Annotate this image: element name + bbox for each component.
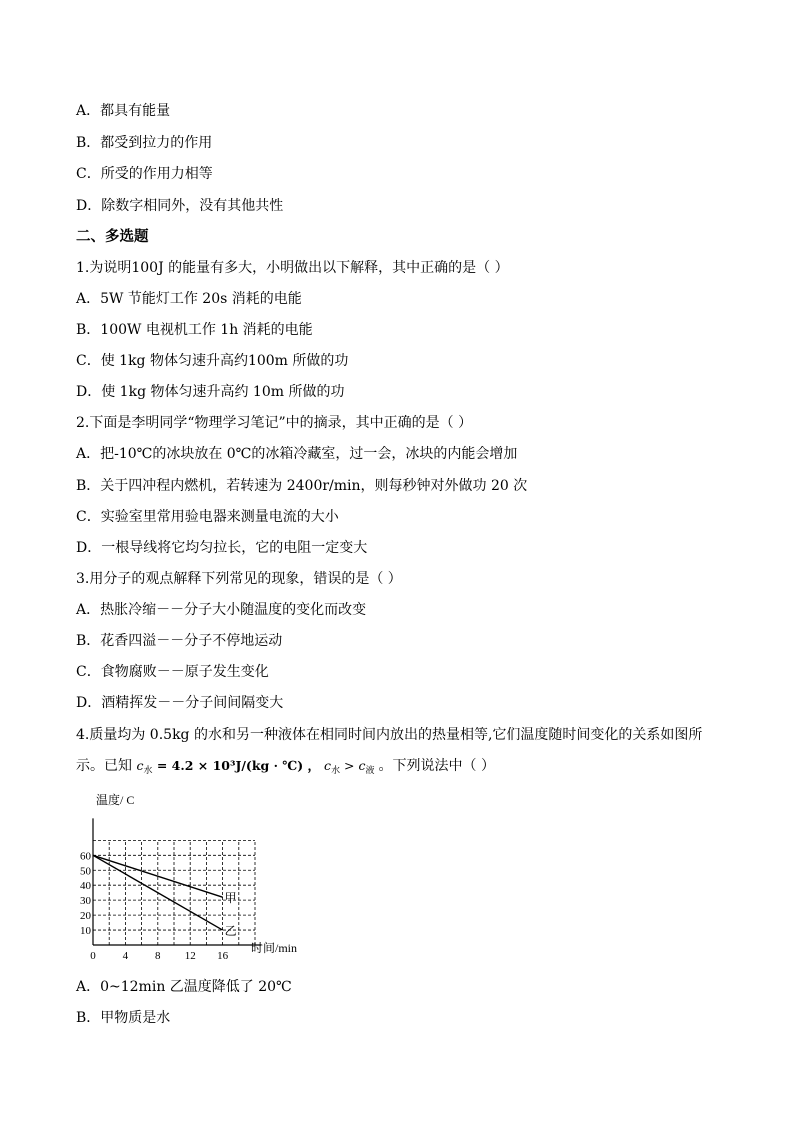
question-3: 3.用分子的观点解释下列常见的现象，错误的是（ ） [76,571,402,587]
q2-option-c: C．实验室里常用验电器来测量电流的大小 [76,509,339,525]
question-4-line-1: 4.质量均为 0.5kg 的水和另一种液体在相同时间内放出的热量相等,它们温度随时间变化的关系如图所 [76,727,703,743]
x-tick-label: 12 [184,950,196,962]
q4-text-post: 。下列说法中（ ） [378,758,495,774]
x-tick-label: 4 [122,950,129,962]
q1-option-c: C．使 1kg 物体匀速升高约100m 所做的功 [76,353,349,369]
y-tick-label: 40 [80,880,91,893]
question-4-line-2 [76,756,495,781]
q2-option-a: A．把-10℃的冰块放在 0℃的冰箱冷藏室，过一会，冰块的内能会增加 [76,446,518,462]
temperature-chart [76,788,316,968]
q3-option-b: B．花香四溢－－分子不停地运动 [76,633,283,649]
question-1: 1.为说明100J 的能量有多大，小明做出以下解释，其中正确的是（ ） [76,260,509,276]
y-tick-label: 30 [80,895,91,908]
formula-value: = 4.2 × 10³J/(kg · ℃) ， [152,758,321,773]
c-symbol-3: c [358,758,366,773]
sub-water: 水 [143,766,153,776]
series-line-1 [93,855,223,897]
x-axis-label: 时间/min [251,941,298,955]
x-tick-label: 16 [217,950,229,962]
y-tick-label: 20 [80,910,91,923]
y-tick-label: 60 [80,850,91,863]
q1-option-a: A．5W 节能灯工作 20s 消耗的电能 [76,291,302,307]
series-label-1: 甲 [224,891,237,906]
option-a: A．都具有能量 [76,103,171,119]
section-heading: 二、多选题 [76,229,149,245]
q3-option-a: A．热胀冷缩－－分子大小随温度的变化而改变 [76,602,367,618]
q4-option-b: B．甲物质是水 [76,1010,171,1026]
q3-option-d: D．酒精挥发－－分子间间隔变大 [76,695,284,711]
c-symbol-2: c [324,758,332,773]
formula-specific-heat [136,758,324,776]
y-tick-label: 10 [80,925,91,938]
y-tick-label: 50 [80,865,91,878]
option-d: D．除数字相同外，没有其他共性 [76,198,284,214]
q1-option-b: B．100W 电视机工作 1h 消耗的电能 [76,322,313,338]
sub-liquid: 液 [365,766,375,776]
q4-text-pre: 示。已知 [76,758,137,774]
chart-svg [76,788,316,968]
c-symbol: c [136,758,144,773]
q4-option-a: A．0~12min 乙温度降低了 20℃ [76,979,292,995]
q2-option-d: D．一根导线将它均匀拉长，它的电阻一定变大 [76,540,368,556]
option-b: B．都受到拉力的作用 [76,135,213,151]
option-c: C．所受的作用力相等 [76,166,213,182]
q2-option-b: B．关于四冲程内燃机，若转速为 2400r/min，则每秒钟对外做功 20 次 [76,478,528,494]
gt-sign: > [340,758,359,773]
q1-option-d: D．使 1kg 物体匀速升高约 10m 所做的功 [76,384,345,400]
q3-option-c: C．食物腐败－－原子发生变化 [76,664,269,680]
formula-comparison [324,758,378,776]
y-axis-label: 温度/ C [96,793,135,807]
x-tick-label: 0 [90,950,96,962]
sub-water-2: 水 [331,766,341,776]
x-tick-label: 8 [155,950,161,962]
question-2: 2.下面是李明同学“物理学习笔记”中的摘录，其中正确的是（ ） [76,415,473,431]
series-label-2: 乙 [224,924,237,939]
